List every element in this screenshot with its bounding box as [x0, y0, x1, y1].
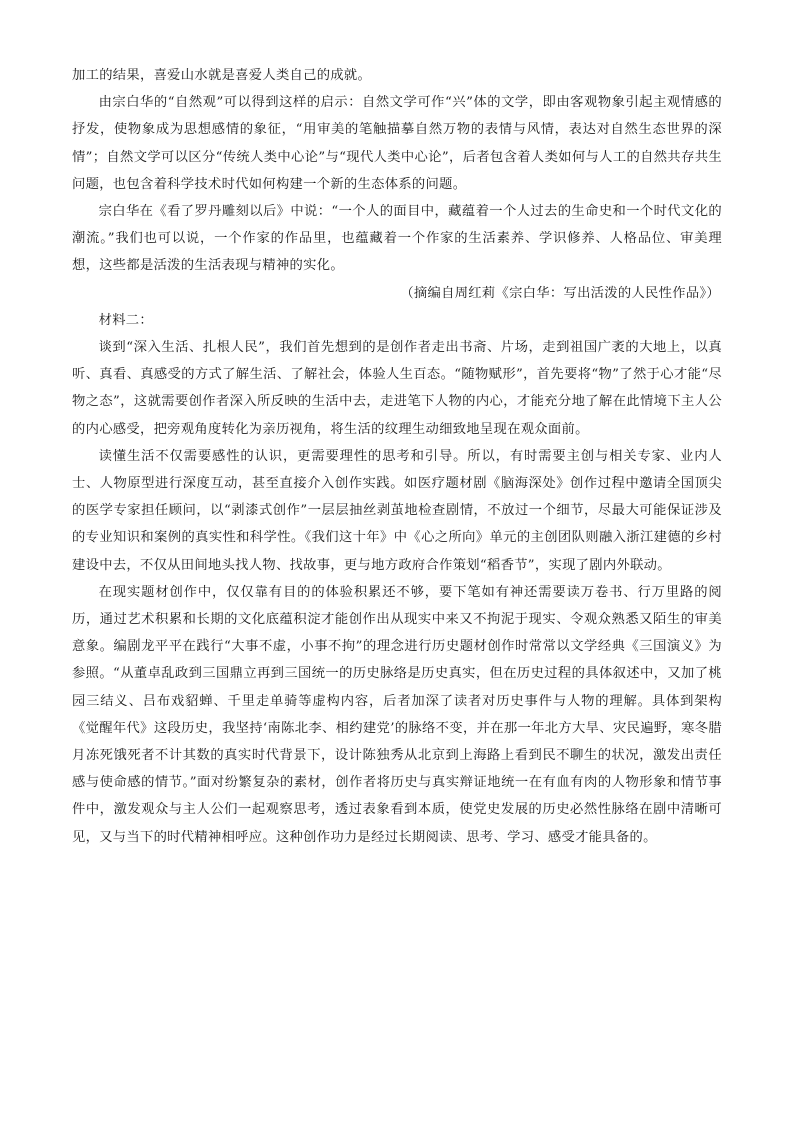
paragraph-nature-view: 由宗白华的“自然观”可以得到这样的启示：自然文学可作“兴”体的文学，即由客观物象引起主观情感的抒发，使物象成为思想感情的象征，“用审美的笔触描摹自然万物的表情与风情，表达对自然生态世界的深情”；自然文学可以区分“传统人类中心论”与“现代人类中心论”，后者包含着人类如何与人工的自然共存共生问题，也包含着科学技术时代如何构建一个新的生态体系的问题。: [72, 95, 722, 192]
paragraph-rodin-quote: 宗白华在《看了罗丹雕刻以后》中说：“一个人的面目中，藏蕴着一个人过去的生命史和一个时代文化的潮流。”我们也可以说，一个作家的作品里，也蕴藏着一个作家的生活素养、学识修养、人格品位、审美理想，这些都是活泼的生活表现与精神的实化。: [72, 204, 722, 274]
document-page: [72, 62, 722, 851]
source-citation: （摘编自周红莉《宗白华：写出活泼的人民性作品》）: [400, 285, 720, 301]
paragraph-realistic-creation: 在现实题材创作中，仅仅靠有目的的体验积累还不够，要下笔如有神还需要读万卷书、行万里路的阅历，通过艺术积累和长期的文化底蕴积淀才能创作出从现实中来又不拘泥于现实、令观众熟悉又陌生的审美意象。编剧龙平平在践行“大事不虚，小事不拘”的理念进行历史题材创作时常常以文学经典《三国演义》为参照。“从董卓乱政到三国鼎立再到三国统一的历史脉络是历史真实，但在历史过程的具体叙述中，又加了桃园三结义、吕布戏貂蝉、千里走单骑等虚构内容，后者加深了读者对历史事件与人物的理解。具体到架构《觉醒年代》这段历史，我坚持‘南陈北李、相约建党’的脉络不变，并在那一年北方大旱、灾民遍野，寒冬腊月冻死饿死者不计其数的真实时代背景下，设计陈独秀从北京到上海路上看到民不聊生的状况，激发出责任感与使命感的情节。”面对纷繁复杂的素材，创作者将历史与真实辩证地统一在有血有肉的人物形象和情节事件中，激发观众与主人公们一起观察思考，透过表象看到本质，使党史发展的历史必然性脉络在剧中清晰可见，又与当下的时代精神相呼应。这种创作功力是经过长期阅读、思考、学习、感受才能具备的。: [72, 584, 722, 845]
paragraph-continuation: 加工的结果，喜爱山水就是喜爱人类自己的成就。: [72, 68, 372, 83]
paragraph-understand-life: 读懂生活不仅需要感性的认识，更需要理性的思考和引导。所以，有时需要主创与相关专家、业内人士、人物原型进行深度互动，甚至直接介入创作实践。如医疗题材剧《脑海深处》创作过程中邀请全国顶尖的医学专家担任顾问，以“剥漆式创作”一层层抽丝剥茧地检查剧情，不放过一个细节，尽最大可能保证涉及的专业知识和案例的真实性和科学性。《我们这十年》中《心之所向》单元的主创团队则融入浙江建德的乡村建设中去，不仅从田间地头找人物、找故事，更与地方政府合作策划“稻香节”，实现了剧内外联动。: [72, 448, 722, 573]
material-heading: 材料二：: [98, 312, 153, 328]
paragraph-deep-life: 谈到“深入生活、扎根人民”，我们首先想到的是创作者走出书斋、片场，走到祖国广袤的大地上，以真听、真看、真感受的方式了解生活、了解社会，体验人生百态。“随物赋形”，首先要将“物”了然于心才能“尽物之态”，这就需要创作者深入所反映的生活中去，走进笔下人物的内心，才能充分地了解在此情境下主人公的内心感受，把旁观角度转化为亲历视角，将生活的纹理生动细致地呈现在观众面前。: [72, 340, 722, 437]
